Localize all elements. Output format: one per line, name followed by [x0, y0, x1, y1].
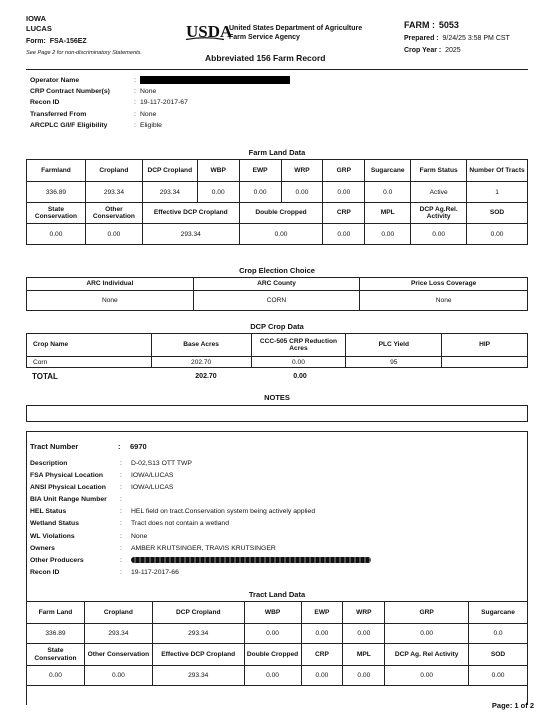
tract-land-cell: 293.34 — [152, 666, 244, 686]
field-colon: : — [120, 508, 122, 516]
crop-election-title: Crop Election Choice — [239, 266, 315, 275]
field-label: Description — [30, 460, 68, 467]
field-colon: : — [120, 544, 122, 552]
tract-land-cell: 293.34 — [84, 624, 152, 644]
farm-land-header: Cropland — [85, 160, 142, 182]
header-left — [26, 14, 142, 58]
tract-land-header: State Conservation — [27, 644, 85, 666]
tract-land-cell: 0.00 — [244, 624, 301, 644]
farm-land-cell: 0.00 — [323, 182, 365, 203]
field-row — [30, 86, 520, 97]
crop-election-cell: CORN — [193, 291, 360, 311]
tract-land-cell: 0.00 — [84, 666, 152, 686]
tract-land-header: WBP — [244, 602, 301, 624]
usda-logo-icon — [186, 22, 233, 42]
tract-land-header: WRP — [343, 602, 385, 624]
tract-land-header: Farm Land — [27, 602, 85, 624]
field-label: ARCPLC G/I/F Eligibility — [30, 121, 108, 129]
dcp-crop-header: Base Acres — [151, 334, 251, 357]
form-number: Form: FSA-156EZ — [26, 38, 87, 45]
farm-land-header: EWP — [239, 160, 281, 182]
farm-land-cell: 0.00 — [239, 182, 281, 203]
field-value: 19-117-2017-66 — [131, 568, 179, 576]
field-colon: : — [120, 532, 122, 540]
field-colon: : — [120, 556, 122, 564]
field-colon: : — [120, 484, 122, 492]
department-name: United States Department of Agriculture Farm Service Agency — [229, 25, 363, 41]
prepared-date: 9/24/25 3:58 PM CST — [442, 35, 510, 42]
farm-land-header: SOD — [467, 203, 528, 224]
tract-land-cell: 0.00 — [301, 624, 343, 644]
field-label: Operator Name — [30, 77, 80, 84]
field-label: WL Violations — [30, 532, 75, 540]
crop-year: 2025 — [445, 47, 461, 54]
field-row — [30, 109, 520, 120]
dcp-crop-table — [26, 333, 528, 368]
farm-land-cell: 1 — [467, 182, 528, 203]
farm-land-header: WRP — [281, 160, 323, 182]
tract-land-header: Effective DCP Cropland — [152, 644, 244, 666]
field-colon: : — [134, 110, 136, 118]
header-right: FARM : 5053 Prepared : 9/24/25 3:58 PM CST Crop Year : 2025 — [404, 20, 510, 54]
field-label: Recon ID — [30, 99, 60, 107]
tract-land-header: Double Cropped — [244, 644, 301, 666]
farm-land-header: CRP — [323, 203, 365, 224]
field-row — [30, 120, 520, 131]
field-label: HEL Status — [30, 508, 67, 516]
document-title: Abbreviated 156 Farm Record — [205, 53, 326, 63]
form-note: See Page 2 for non-discriminatory Statements. — [26, 50, 142, 56]
farm-land-cell: 293.34 — [85, 182, 142, 203]
field-value: Tract does not contain a wetland — [131, 520, 229, 528]
farm-land-cell: 0.00 — [197, 182, 239, 203]
field-value: None — [140, 110, 157, 118]
farm-land-cell: 0.00 — [323, 224, 365, 245]
field-colon: : — [120, 460, 122, 467]
dcp-crop-header: HIP — [442, 334, 528, 357]
field-label: Wetland Status — [30, 520, 79, 528]
dcp-crop-cell — [442, 357, 528, 368]
farm-land-header: Other Conservation — [85, 203, 142, 224]
farm-land-table — [26, 159, 528, 245]
farm-land-header: WBP — [197, 160, 239, 182]
total-ccc-acres: 0.00 — [293, 373, 307, 380]
total-label: TOTAL — [32, 372, 58, 381]
crop-election-header: ARC Individual — [27, 278, 194, 291]
tract-land-cell: 0.00 — [244, 666, 301, 686]
notes-box — [26, 405, 528, 422]
tract-number-label: Tract Number — [30, 442, 79, 451]
field-value: IOWA/LUCAS — [131, 484, 174, 492]
field-label: FSA Physical Location — [30, 472, 104, 480]
field-row — [30, 75, 520, 86]
field-colon: : — [134, 121, 136, 129]
tract-land-cell: 293.34 — [152, 624, 244, 644]
dcp-crop-cell: 0.00 — [251, 357, 346, 368]
field-row — [30, 567, 520, 579]
tract-land-table — [26, 601, 528, 686]
field-value: None — [131, 532, 148, 540]
farm-land-header: GRP — [323, 160, 365, 182]
field-label: ANSI Physical Location — [30, 484, 106, 492]
farm-land-header: Farm Status — [411, 160, 467, 182]
field-row — [30, 470, 520, 482]
state-name: IOWA — [26, 14, 46, 23]
farm-land-cell: 0.00 — [411, 224, 467, 245]
field-value: HEL field on tract.Conservation system being actively applied — [131, 508, 316, 516]
field-colon: : — [120, 496, 122, 504]
total-base-acres: 202.70 — [195, 373, 217, 380]
farm-land-cell: 293.34 — [142, 224, 239, 245]
dcp-crop-header: PLC Yield — [346, 334, 442, 357]
tract-land-header: CRP — [301, 644, 343, 666]
field-row — [30, 97, 520, 108]
tract-colon: : — [118, 442, 121, 451]
farm-land-header: Double Cropped — [239, 203, 323, 224]
field-row — [30, 531, 520, 543]
field-label: BIA Unit Range Number — [30, 496, 107, 504]
field-label: Other Producers — [30, 556, 84, 564]
tract-land-cell: 0.00 — [343, 666, 385, 686]
farm-land-cell: 293.34 — [142, 182, 197, 203]
dcp-crop-header: Crop Name — [27, 334, 152, 357]
farm-land-cell: 0.00 — [467, 224, 528, 245]
dcp-crop-title: DCP Crop Data — [250, 322, 304, 331]
dcp-crop-header: CCC-505 CRP Reduction Acres — [251, 334, 346, 357]
tract-land-header: GRP — [385, 602, 469, 624]
tract-land-header: SOD — [469, 644, 528, 666]
field-row — [30, 506, 520, 518]
field-row — [30, 482, 520, 494]
field-colon: : — [120, 472, 122, 480]
field-label: Transferred From — [30, 110, 87, 118]
farm-land-header: Farmland — [27, 160, 86, 182]
farm-land-cell: 336.89 — [27, 182, 86, 203]
dcp-crop-row — [27, 357, 528, 368]
header-divider — [26, 69, 528, 70]
tract-land-header: Sugarcane — [469, 602, 528, 624]
field-value: None — [140, 88, 157, 96]
dcp-crop-cell: 202.70 — [151, 357, 251, 368]
tract-land-cell: 0.0 — [469, 624, 528, 644]
field-colon: : — [120, 568, 122, 576]
farm-land-header: Sugarcane — [365, 160, 411, 182]
tract-land-cell: 0.00 — [385, 666, 469, 686]
farm-number: 5053 — [438, 20, 459, 30]
field-row — [30, 555, 520, 567]
farm-land-cell: Active — [411, 182, 467, 203]
redacted-value — [131, 555, 371, 566]
tract-land-cell: 0.00 — [343, 624, 385, 644]
tract-land-cell: 0.00 — [27, 666, 85, 686]
usda-logo-text: USDA — [186, 22, 233, 41]
field-colon: : — [134, 88, 136, 96]
field-colon: : — [120, 520, 122, 528]
farm-land-cell: 0.00 — [27, 224, 86, 245]
page-number: Page: 1 of 2 — [491, 701, 534, 710]
tract-land-cell: 336.89 — [27, 624, 85, 644]
farm-land-header: DCP Ag.Rel. Activity — [411, 203, 467, 224]
field-colon: : — [134, 77, 136, 84]
tract-number-value: 6970 — [130, 442, 147, 451]
dcp-crop-cell: 95 — [346, 357, 442, 368]
farm-land-header: MPL — [365, 203, 411, 224]
field-colon: : — [134, 99, 136, 107]
county-name: LUCAS — [26, 24, 52, 33]
field-label: Recon ID — [30, 568, 60, 576]
field-value: 19-117-2017-67 — [140, 99, 188, 107]
farm-land-header: Effective DCP Cropland — [142, 203, 239, 224]
tract-land-title: Tract Land Data — [248, 590, 306, 599]
tract-info — [30, 458, 520, 579]
tract-land-cell: 0.00 — [385, 624, 469, 644]
field-label: Owners — [30, 544, 55, 552]
notes-title: NOTES — [264, 393, 290, 402]
farm-land-cell: 0.0 — [365, 182, 411, 203]
farm-land-header: Number Of Tracts — [467, 160, 528, 182]
tract-land-cell: 0.00 — [469, 666, 528, 686]
crop-election-header: Price Loss Coverage — [360, 278, 528, 291]
tract-land-header: MPL — [343, 644, 385, 666]
crop-election-table — [26, 277, 528, 311]
field-row — [30, 543, 520, 555]
tract-land-cell: 0.00 — [301, 666, 343, 686]
tract-land-header: DCP Ag. Rel Activity — [385, 644, 469, 666]
operator-info — [30, 75, 520, 131]
farm-land-cell: 0.00 — [85, 224, 142, 245]
tract-land-header: Cropland — [84, 602, 152, 624]
tract-land-header: DCP Cropland — [152, 602, 244, 624]
field-row — [30, 458, 520, 470]
farm-land-cell: 0.00 — [365, 224, 411, 245]
farm-land-header: State Conservation — [27, 203, 86, 224]
tract-land-header: Other Conservation — [84, 644, 152, 666]
tract-land-header: EWP — [301, 602, 343, 624]
farm-land-header: DCP Cropland — [142, 160, 197, 182]
field-value: D-02,S13 OTT TWP — [131, 460, 192, 467]
farm-land-cell: 0.00 — [281, 182, 323, 203]
crop-election-cell: None — [360, 291, 528, 311]
crop-election-header: ARC County — [193, 278, 360, 291]
redacted-value — [140, 75, 290, 86]
farm-land-cell: 0.00 — [239, 224, 323, 245]
dcp-crop-cell: Corn — [27, 357, 152, 368]
field-value: AMBER KRUTSINGER, TRAVIS KRUTSINGER — [131, 544, 276, 552]
field-row — [30, 494, 520, 506]
field-value: IOWA/LUCAS — [131, 472, 174, 480]
crop-election-cell: None — [27, 291, 194, 311]
field-label: CRP Contract Number(s) — [30, 88, 110, 96]
farm-land-title: Farm Land Data — [248, 148, 306, 157]
field-row — [30, 518, 520, 530]
field-value: Eligible — [140, 121, 162, 129]
